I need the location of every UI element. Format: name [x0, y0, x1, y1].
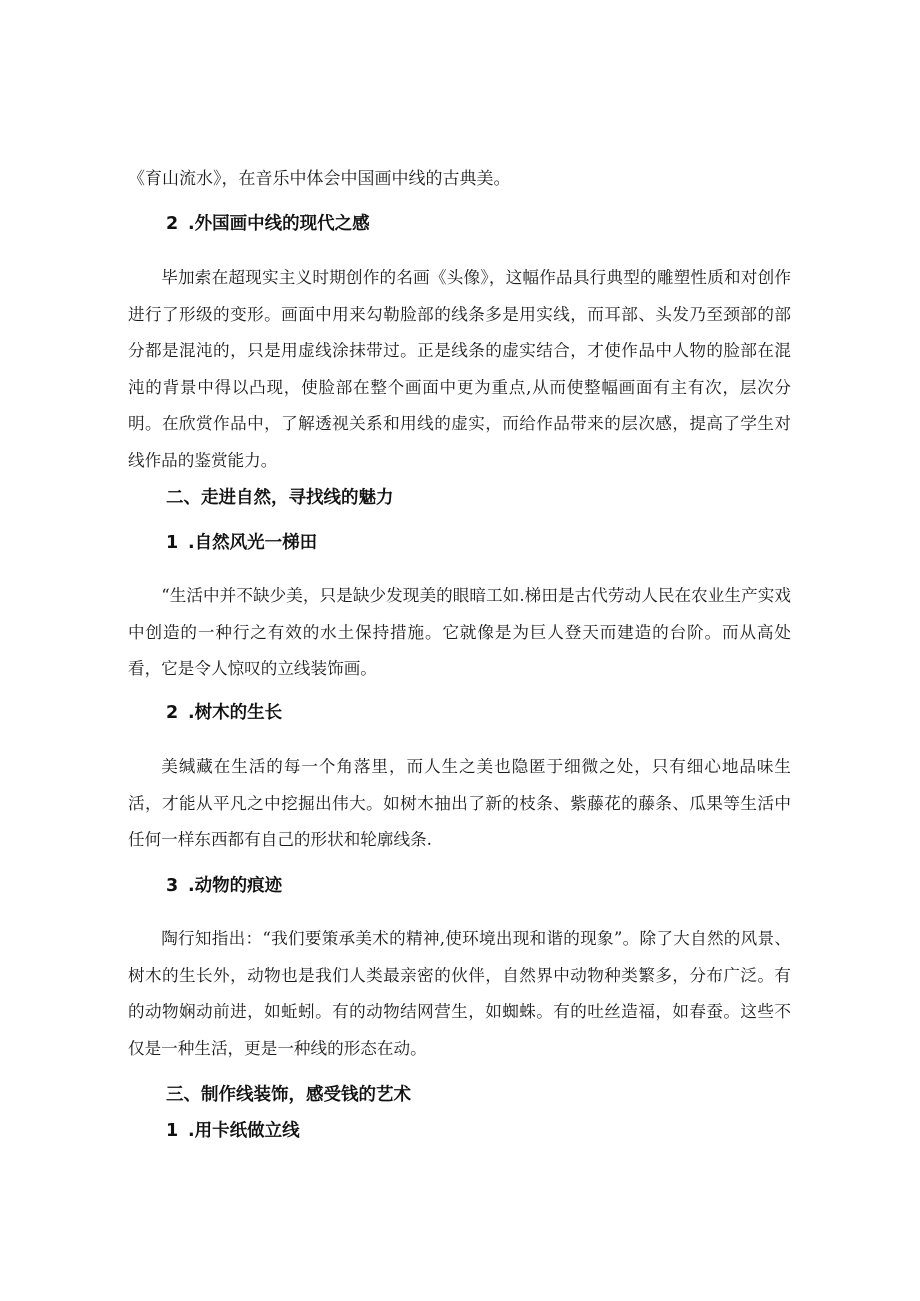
heading-terraces — [166, 529, 317, 557]
section-heading-two: 二、走进自然，寻找线的魅力 — [166, 488, 394, 508]
heading-animals — [166, 872, 282, 900]
paragraph-terraces: “生活中并不缺少美，只是缺少发现美的眼暗工如.梯田是古代劳动人民在农业生产实戏中创造的一种行之有效的水土保持措施。它就像是为巨人登天而建造的台阶。而从高处看，它是令人惊叹的立线装饰画。 — [128, 586, 791, 678]
heading-number: 2 — [166, 214, 179, 234]
heading-trees — [166, 699, 282, 727]
heading-text: .外国画中线的现代之感 — [188, 214, 370, 234]
heading-text: .树木的生长 — [188, 703, 283, 723]
paragraph-trees: 美缄藏在生活的每一个角落里，而人生之美也隐匿于细微之处，只有细心地品味生活，才能从平凡之中挖掘出伟大。如树木抽出了新的枝条、紫藤花的藤条、瓜果等生活中任何一样东西都有自己的形状和轮廓线条. — [128, 757, 791, 849]
section-heading-three: 三、制作线装饰，感受钱的艺术 — [166, 1085, 411, 1105]
paragraph-animals: 陶行知指出：“我们要策承美术的精神,使环境出现和谐的现象”。除了大自然的风景、树木的生长外，动物也是我们人类最亲密的伙伴，自然界中动物种类繁多，分布广泛。有的动物娴动前进，如蚯蚓。有的动物结网营生，如蜘蛛。有的吐丝造福，如春蚕。这些不仅是一种生活，更是一种线的形态在动。 — [128, 929, 791, 1058]
heading-cardboard — [166, 1117, 300, 1145]
heading-text: .自然风光一梯田 — [188, 533, 318, 553]
heading-number: 3 — [166, 876, 179, 896]
heading-text: .用卡纸做立线 — [188, 1121, 300, 1141]
paragraph-picasso: 毕加索在超现实主义时期创作的名画《头像》，这幅作品具行典型的雕塑性质和对创作进行了形级的变形。画面中用来勾勒脸部的线条多是用实线，而耳部、头发乃至颈部的部分都是混沌的，只是用虚线涂抹带过。正是线条的虚实结合，才使作品中人物的脸部在混沌的背景中得以凸现，使脸部在整个画面中更为重点,从而使整幅画面有主有次，层次分明。在欣赏作品中，了解透视关系和用线的虚实，而给作品带来的层次感，提高了学生对线作品的鉴赏能力。 — [128, 268, 791, 470]
heading-number: 2 — [166, 703, 179, 723]
heading-text: .动物的痕迹 — [188, 876, 283, 896]
heading-number: 1 — [166, 533, 179, 553]
heading-foreign-painting — [166, 210, 370, 238]
opening-line: 《育山流水》，在音乐中体会中国画中线的古典美。 — [128, 169, 511, 189]
heading-number: 1 — [166, 1121, 179, 1141]
